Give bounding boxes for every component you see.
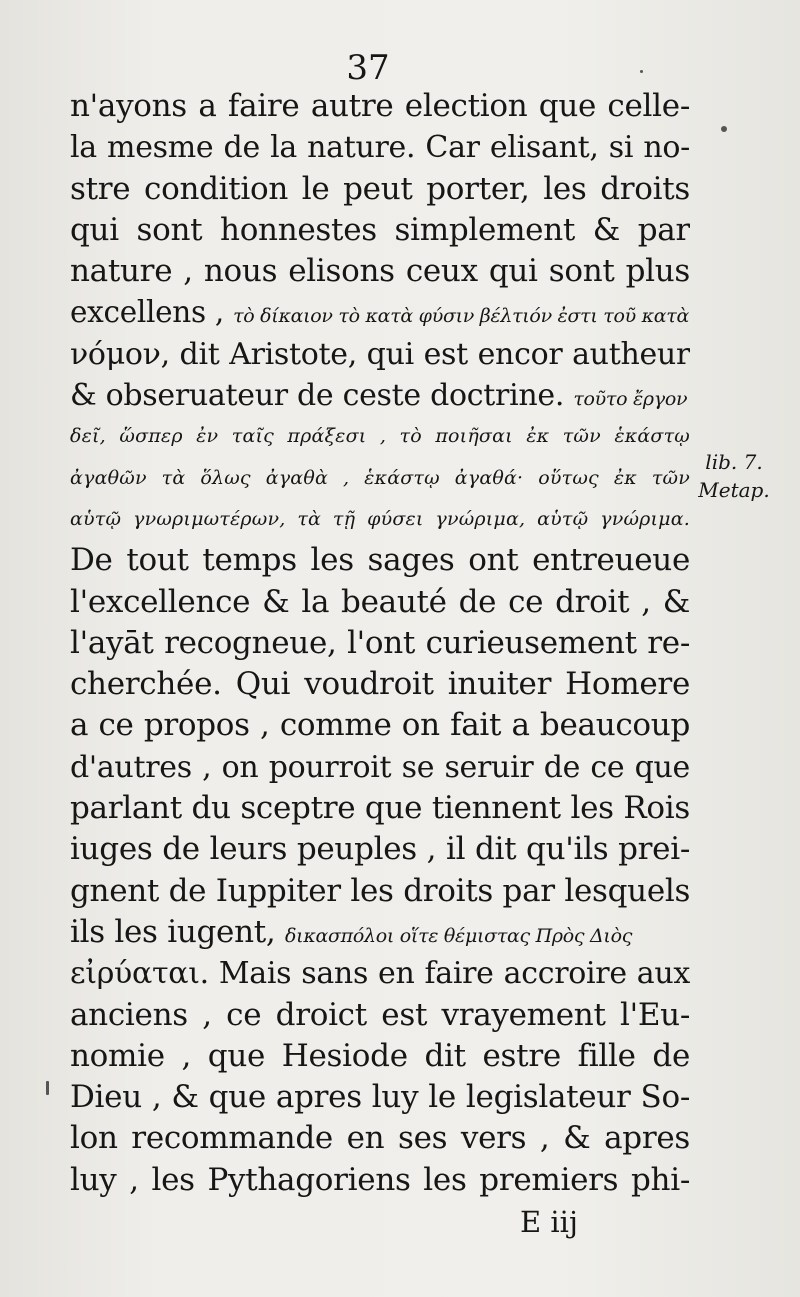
text-line: la mesme de la nature. Car elisant, si no- bbox=[70, 130, 690, 166]
text-segment: & obseruateur de ceste doctrine. bbox=[70, 378, 565, 414]
text-line: iuges de leurs peuples , il dit qu'ils prei- bbox=[70, 831, 690, 868]
text-segment: ils les iugent, bbox=[70, 913, 276, 950]
ink-speck bbox=[46, 1081, 49, 1095]
margin-note-line: Metap. bbox=[698, 478, 770, 502]
text-line bbox=[70, 912, 690, 953]
text-line: l'excellence & la beauté de ce droit , & bbox=[70, 583, 690, 620]
margin-note bbox=[694, 448, 774, 504]
ink-speck bbox=[640, 70, 643, 73]
text-line: εἰρύαται. Mais sans en faire accroire aux bbox=[70, 956, 690, 992]
ink-speck bbox=[721, 126, 727, 132]
text-line: qui sont honnestes simplement & par bbox=[70, 211, 690, 248]
text-line: cherchée. Qui voudroit inuiter Homere bbox=[70, 666, 690, 703]
text-line bbox=[70, 375, 690, 416]
text-line: gnent de Iuppiter les droits par lesquels bbox=[70, 872, 690, 909]
text-line bbox=[70, 292, 690, 333]
greek-line: δεῖ, ὥσπερ ἐν ταῖς πράξεσι , τὸ ποιῆσαι ἐκ τῶν ἑκάστῳ bbox=[70, 425, 690, 448]
text-line: anciens , ce droict est vrayement l'Eu- bbox=[70, 996, 690, 1033]
margin-note-line: lib. 7. bbox=[705, 450, 763, 474]
text-line: Dieu , & que apres luy le legislateur So- bbox=[70, 1079, 690, 1116]
text-line: lon recommande en ses vers , & apres bbox=[70, 1120, 690, 1157]
text-line: parlant du sceptre que tiennent les Rois bbox=[70, 790, 690, 827]
page-number: 37 bbox=[346, 48, 390, 88]
catchword-signature: E iij bbox=[520, 1205, 578, 1239]
greek-line: αὑτῷ γνωριμωτέρων, τὰ τῇ φύσει γνώριμα, αὑτῷ γνώριμα. bbox=[70, 507, 690, 530]
text-line: luy , les Pythagoriens les premiers phi- bbox=[70, 1161, 690, 1198]
text-line: d'autres , on pourroit se seruir de ce que bbox=[70, 749, 690, 785]
body-text bbox=[70, 86, 690, 1201]
text-line: l'ayāt recogneue, l'ont curieusement re- bbox=[70, 624, 690, 661]
greek-quotation: δικασπόλοι οἵτε θέμιστας Πρὸς Διὸς bbox=[285, 924, 633, 947]
text-line: stre condition le peut porter, les droits bbox=[70, 170, 690, 207]
text-segment: excellens , bbox=[70, 295, 224, 330]
text-line: n'ayons a faire autre election que celle- bbox=[70, 88, 690, 124]
text-line: nature , nous elisons ceux qui sont plus bbox=[70, 253, 690, 290]
text-line: De tout temps les sages ont entreueue bbox=[70, 542, 690, 579]
greek-quotation: τὸ δίκαιον τὸ κατὰ φύσιν βέλτιόν ἐστι τοῦ κατὰ bbox=[233, 305, 689, 328]
text-line: nomie , que Hesiode dit estre fille de bbox=[70, 1037, 690, 1074]
greek-quotation: τοῦτο ἔργον bbox=[573, 388, 688, 411]
greek-line: ἀγαθῶν τὰ ὅλως ἀγαθὰ , ἑκάστῳ ἀγαθά· οὕτως ἐκ τῶν bbox=[70, 466, 690, 489]
text-line: a ce propos , comme on fait a beaucoup bbox=[70, 707, 690, 744]
text-line: νόμον, dit Aristote, qui est encor autheur bbox=[70, 336, 690, 372]
